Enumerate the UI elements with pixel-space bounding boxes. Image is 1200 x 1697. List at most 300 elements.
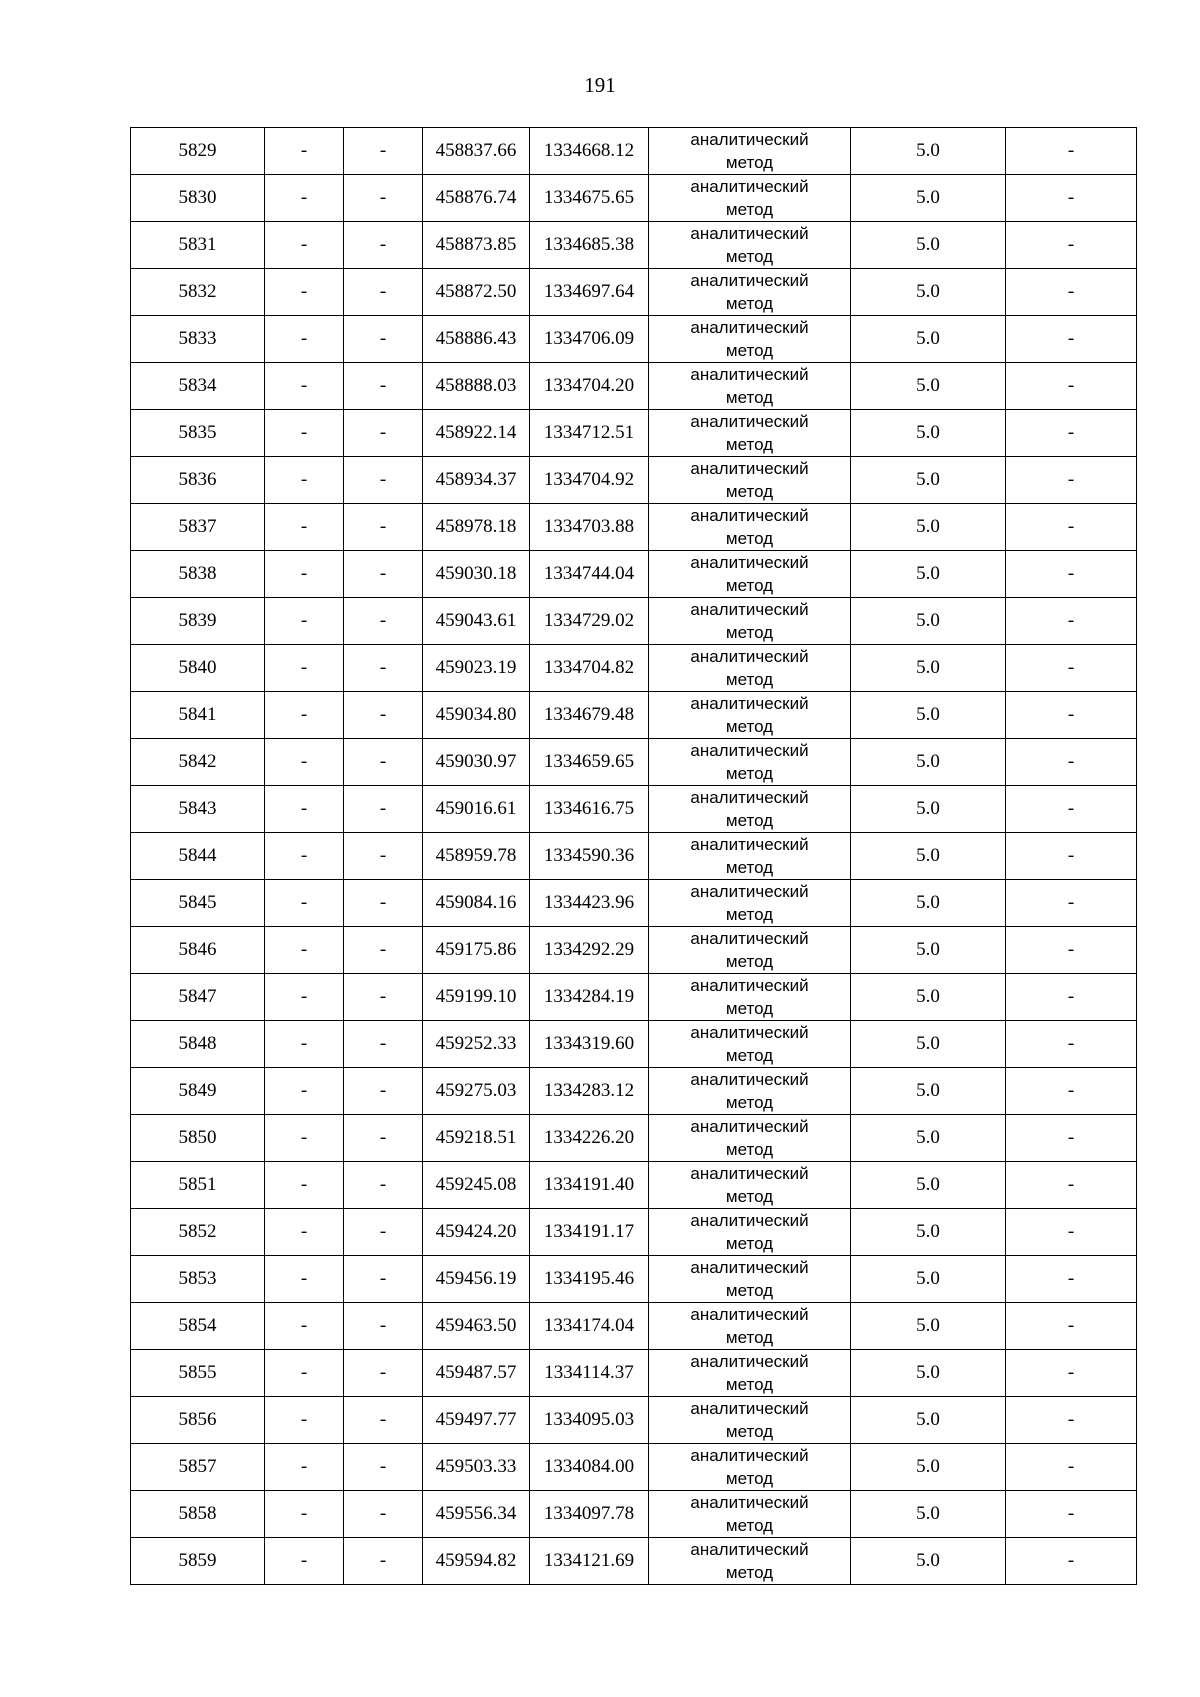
- method-text-line-2: метод: [725, 1516, 774, 1535]
- precision-cell: 5.0: [851, 598, 1006, 645]
- y-coordinate-cell: 1334704.82: [530, 645, 649, 692]
- table-row: [131, 692, 1137, 739]
- method-cell: [649, 974, 851, 1021]
- empty-dash-cell: -: [344, 786, 423, 833]
- method-text-line-2: метод: [725, 1422, 774, 1441]
- table-row: [131, 363, 1137, 410]
- method-text-line-1: аналитический: [690, 600, 809, 619]
- note-cell: -: [1006, 927, 1137, 974]
- table-row: [131, 1115, 1137, 1162]
- empty-dash-cell: -: [265, 457, 344, 504]
- empty-dash-cell: -: [265, 1021, 344, 1068]
- precision-cell: 5.0: [851, 175, 1006, 222]
- empty-dash-cell: -: [265, 1303, 344, 1350]
- x-coordinate-cell: 459175.86: [423, 927, 530, 974]
- x-coordinate-cell: 459218.51: [423, 1115, 530, 1162]
- empty-dash-cell: -: [265, 1397, 344, 1444]
- y-coordinate-cell: 1334226.20: [530, 1115, 649, 1162]
- method-text-line-2: метод: [725, 764, 774, 783]
- point-number-cell: 5841: [131, 692, 265, 739]
- table-row: [131, 410, 1137, 457]
- point-number-cell: 5830: [131, 175, 265, 222]
- note-cell: -: [1006, 1303, 1137, 1350]
- y-coordinate-cell: 1334685.38: [530, 222, 649, 269]
- table-row: [131, 645, 1137, 692]
- method-text-line-1: аналитический: [690, 553, 809, 572]
- point-number-cell: 5854: [131, 1303, 265, 1350]
- empty-dash-cell: -: [265, 269, 344, 316]
- x-coordinate-cell: 459023.19: [423, 645, 530, 692]
- x-coordinate-cell: 458888.03: [423, 363, 530, 410]
- empty-dash-cell: -: [344, 1538, 423, 1585]
- point-number-cell: 5837: [131, 504, 265, 551]
- method-cell: [649, 410, 851, 457]
- precision-cell: 5.0: [851, 833, 1006, 880]
- method-text-line-2: метод: [725, 529, 774, 548]
- method-text-line-1: аналитический: [690, 976, 809, 995]
- empty-dash-cell: -: [344, 1021, 423, 1068]
- precision-cell: 5.0: [851, 927, 1006, 974]
- empty-dash-cell: -: [344, 175, 423, 222]
- method-text-line-1: аналитический: [690, 1446, 809, 1465]
- method-cell: [649, 269, 851, 316]
- method-text-line-1: аналитический: [690, 1352, 809, 1371]
- point-number-cell: 5859: [131, 1538, 265, 1585]
- point-number-cell: 5839: [131, 598, 265, 645]
- y-coordinate-cell: 1334744.04: [530, 551, 649, 598]
- method-cell: [649, 457, 851, 504]
- precision-cell: 5.0: [851, 128, 1006, 175]
- method-text-line-1: аналитический: [690, 130, 809, 149]
- precision-cell: 5.0: [851, 457, 1006, 504]
- y-coordinate-cell: 1334319.60: [530, 1021, 649, 1068]
- method-text-line-1: аналитический: [690, 1305, 809, 1324]
- table-row: [131, 974, 1137, 1021]
- method-text-line-2: метод: [725, 1375, 774, 1394]
- table-row: [131, 739, 1137, 786]
- precision-cell: 5.0: [851, 1068, 1006, 1115]
- note-cell: -: [1006, 692, 1137, 739]
- y-coordinate-cell: 1334712.51: [530, 410, 649, 457]
- empty-dash-cell: -: [344, 1209, 423, 1256]
- x-coordinate-cell: 459199.10: [423, 974, 530, 1021]
- table-row: [131, 457, 1137, 504]
- table-row: [131, 1209, 1137, 1256]
- point-number-cell: 5843: [131, 786, 265, 833]
- method-text-line-1: аналитический: [690, 1399, 809, 1418]
- y-coordinate-cell: 1334679.48: [530, 692, 649, 739]
- method-text-line-2: метод: [725, 200, 774, 219]
- table-row: [131, 1444, 1137, 1491]
- x-coordinate-cell: 459424.20: [423, 1209, 530, 1256]
- empty-dash-cell: -: [265, 1068, 344, 1115]
- note-cell: -: [1006, 1538, 1137, 1585]
- x-coordinate-cell: 459556.34: [423, 1491, 530, 1538]
- empty-dash-cell: -: [344, 410, 423, 457]
- table-row: [131, 598, 1137, 645]
- method-text-line-2: метод: [725, 952, 774, 971]
- method-cell: [649, 222, 851, 269]
- empty-dash-cell: -: [265, 1444, 344, 1491]
- empty-dash-cell: -: [344, 1162, 423, 1209]
- method-text-line-1: аналитический: [690, 1493, 809, 1512]
- x-coordinate-cell: 458876.74: [423, 175, 530, 222]
- method-cell: [649, 1350, 851, 1397]
- precision-cell: 5.0: [851, 1350, 1006, 1397]
- method-text-line-2: метод: [725, 294, 774, 313]
- table-body: [131, 128, 1137, 1585]
- table-row: [131, 1303, 1137, 1350]
- precision-cell: 5.0: [851, 1538, 1006, 1585]
- precision-cell: 5.0: [851, 410, 1006, 457]
- x-coordinate-cell: 459503.33: [423, 1444, 530, 1491]
- y-coordinate-cell: 1334704.20: [530, 363, 649, 410]
- point-number-cell: 5840: [131, 645, 265, 692]
- method-cell: [649, 1209, 851, 1256]
- precision-cell: 5.0: [851, 974, 1006, 1021]
- method-cell: [649, 504, 851, 551]
- empty-dash-cell: -: [265, 504, 344, 551]
- y-coordinate-cell: 1334191.40: [530, 1162, 649, 1209]
- empty-dash-cell: -: [265, 175, 344, 222]
- method-cell: [649, 316, 851, 363]
- table-row: [131, 551, 1137, 598]
- x-coordinate-cell: 459034.80: [423, 692, 530, 739]
- empty-dash-cell: -: [344, 222, 423, 269]
- empty-dash-cell: -: [265, 786, 344, 833]
- empty-dash-cell: -: [265, 363, 344, 410]
- y-coordinate-cell: 1334084.00: [530, 1444, 649, 1491]
- table-row: [131, 504, 1137, 551]
- note-cell: -: [1006, 1491, 1137, 1538]
- empty-dash-cell: -: [344, 457, 423, 504]
- table-row: [131, 786, 1137, 833]
- x-coordinate-cell: 459275.03: [423, 1068, 530, 1115]
- method-text-line-1: аналитический: [690, 929, 809, 948]
- empty-dash-cell: -: [265, 222, 344, 269]
- empty-dash-cell: -: [344, 1444, 423, 1491]
- table-row: [131, 1256, 1137, 1303]
- precision-cell: 5.0: [851, 1209, 1006, 1256]
- method-text-line-1: аналитический: [690, 1117, 809, 1136]
- method-text-line-2: метод: [725, 482, 774, 501]
- y-coordinate-cell: 1334729.02: [530, 598, 649, 645]
- empty-dash-cell: -: [344, 1256, 423, 1303]
- empty-dash-cell: -: [265, 1350, 344, 1397]
- point-number-cell: 5835: [131, 410, 265, 457]
- empty-dash-cell: -: [344, 692, 423, 739]
- x-coordinate-cell: 458922.14: [423, 410, 530, 457]
- empty-dash-cell: -: [344, 1303, 423, 1350]
- point-number-cell: 5834: [131, 363, 265, 410]
- x-coordinate-cell: 458837.66: [423, 128, 530, 175]
- empty-dash-cell: -: [344, 645, 423, 692]
- method-text-line-1: аналитический: [690, 741, 809, 760]
- precision-cell: 5.0: [851, 1162, 1006, 1209]
- y-coordinate-cell: 1334616.75: [530, 786, 649, 833]
- note-cell: -: [1006, 786, 1137, 833]
- point-number-cell: 5842: [131, 739, 265, 786]
- method-text-line-1: аналитический: [690, 694, 809, 713]
- method-text-line-2: метод: [725, 1234, 774, 1253]
- note-cell: -: [1006, 222, 1137, 269]
- x-coordinate-cell: 458934.37: [423, 457, 530, 504]
- method-text-line-1: аналитический: [690, 271, 809, 290]
- y-coordinate-cell: 1334114.37: [530, 1350, 649, 1397]
- note-cell: -: [1006, 1209, 1137, 1256]
- method-text-line-1: аналитический: [690, 506, 809, 525]
- precision-cell: 5.0: [851, 1444, 1006, 1491]
- y-coordinate-cell: 1334097.78: [530, 1491, 649, 1538]
- method-cell: [649, 1444, 851, 1491]
- empty-dash-cell: -: [344, 128, 423, 175]
- table-row: [131, 1162, 1137, 1209]
- method-cell: [649, 1491, 851, 1538]
- point-number-cell: 5831: [131, 222, 265, 269]
- method-cell: [649, 1162, 851, 1209]
- method-text-line-2: метод: [725, 388, 774, 407]
- note-cell: -: [1006, 269, 1137, 316]
- note-cell: -: [1006, 974, 1137, 1021]
- table-row: [131, 1538, 1137, 1585]
- table-row: [131, 1350, 1137, 1397]
- method-text-line-1: аналитический: [690, 318, 809, 337]
- method-text-line-2: метод: [725, 670, 774, 689]
- method-cell: [649, 1068, 851, 1115]
- table-row: [131, 927, 1137, 974]
- point-number-cell: 5838: [131, 551, 265, 598]
- method-cell: [649, 128, 851, 175]
- x-coordinate-cell: 458978.18: [423, 504, 530, 551]
- x-coordinate-cell: 459030.97: [423, 739, 530, 786]
- x-coordinate-cell: 459245.08: [423, 1162, 530, 1209]
- method-text-line-2: метод: [725, 905, 774, 924]
- precision-cell: 5.0: [851, 363, 1006, 410]
- note-cell: -: [1006, 1444, 1137, 1491]
- point-number-cell: 5857: [131, 1444, 265, 1491]
- x-coordinate-cell: 459487.57: [423, 1350, 530, 1397]
- empty-dash-cell: -: [344, 739, 423, 786]
- point-number-cell: 5847: [131, 974, 265, 1021]
- y-coordinate-cell: 1334659.65: [530, 739, 649, 786]
- empty-dash-cell: -: [265, 1491, 344, 1538]
- x-coordinate-cell: 459016.61: [423, 786, 530, 833]
- method-cell: [649, 739, 851, 786]
- y-coordinate-cell: 1334668.12: [530, 128, 649, 175]
- x-coordinate-cell: 458872.50: [423, 269, 530, 316]
- empty-dash-cell: -: [344, 927, 423, 974]
- method-cell: [649, 692, 851, 739]
- x-coordinate-cell: 459456.19: [423, 1256, 530, 1303]
- method-text-line-2: метод: [725, 811, 774, 830]
- empty-dash-cell: -: [265, 551, 344, 598]
- y-coordinate-cell: 1334195.46: [530, 1256, 649, 1303]
- note-cell: -: [1006, 363, 1137, 410]
- note-cell: -: [1006, 739, 1137, 786]
- y-coordinate-cell: 1334703.88: [530, 504, 649, 551]
- method-text-line-2: метод: [725, 1328, 774, 1347]
- y-coordinate-cell: 1334697.64: [530, 269, 649, 316]
- empty-dash-cell: -: [265, 880, 344, 927]
- empty-dash-cell: -: [344, 598, 423, 645]
- point-number-cell: 5850: [131, 1115, 265, 1162]
- method-cell: [649, 786, 851, 833]
- method-cell: [649, 1538, 851, 1585]
- point-number-cell: 5829: [131, 128, 265, 175]
- method-cell: [649, 1397, 851, 1444]
- y-coordinate-cell: 1334191.17: [530, 1209, 649, 1256]
- precision-cell: 5.0: [851, 786, 1006, 833]
- method-text-line-2: метод: [725, 858, 774, 877]
- method-cell: [649, 645, 851, 692]
- point-number-cell: 5845: [131, 880, 265, 927]
- method-cell: [649, 927, 851, 974]
- note-cell: -: [1006, 598, 1137, 645]
- y-coordinate-cell: 1334590.36: [530, 833, 649, 880]
- precision-cell: 5.0: [851, 1021, 1006, 1068]
- empty-dash-cell: -: [265, 927, 344, 974]
- empty-dash-cell: -: [344, 1350, 423, 1397]
- note-cell: -: [1006, 316, 1137, 363]
- point-number-cell: 5856: [131, 1397, 265, 1444]
- table-row: [131, 1491, 1137, 1538]
- method-text-line-1: аналитический: [690, 1070, 809, 1089]
- precision-cell: 5.0: [851, 739, 1006, 786]
- x-coordinate-cell: 459252.33: [423, 1021, 530, 1068]
- x-coordinate-cell: 458886.43: [423, 316, 530, 363]
- y-coordinate-cell: 1334283.12: [530, 1068, 649, 1115]
- note-cell: -: [1006, 128, 1137, 175]
- point-number-cell: 5852: [131, 1209, 265, 1256]
- note-cell: -: [1006, 1397, 1137, 1444]
- note-cell: -: [1006, 1162, 1137, 1209]
- point-number-cell: 5844: [131, 833, 265, 880]
- x-coordinate-cell: 459043.61: [423, 598, 530, 645]
- empty-dash-cell: -: [265, 974, 344, 1021]
- note-cell: -: [1006, 410, 1137, 457]
- method-text-line-1: аналитический: [690, 1258, 809, 1277]
- point-number-cell: 5853: [131, 1256, 265, 1303]
- empty-dash-cell: -: [265, 410, 344, 457]
- precision-cell: 5.0: [851, 1115, 1006, 1162]
- empty-dash-cell: -: [265, 316, 344, 363]
- empty-dash-cell: -: [344, 974, 423, 1021]
- table-row: [131, 1021, 1137, 1068]
- method-text-line-1: аналитический: [690, 224, 809, 243]
- point-number-cell: 5833: [131, 316, 265, 363]
- table-row: [131, 222, 1137, 269]
- method-text-line-2: метод: [725, 341, 774, 360]
- precision-cell: 5.0: [851, 1303, 1006, 1350]
- x-coordinate-cell: 459030.18: [423, 551, 530, 598]
- point-number-cell: 5846: [131, 927, 265, 974]
- note-cell: -: [1006, 833, 1137, 880]
- method-text-line-1: аналитический: [690, 835, 809, 854]
- y-coordinate-cell: 1334423.96: [530, 880, 649, 927]
- y-coordinate-cell: 1334174.04: [530, 1303, 649, 1350]
- empty-dash-cell: -: [265, 1209, 344, 1256]
- empty-dash-cell: -: [265, 692, 344, 739]
- precision-cell: 5.0: [851, 880, 1006, 927]
- method-text-line-1: аналитический: [690, 1023, 809, 1042]
- table-row: [131, 316, 1137, 363]
- method-text-line-2: метод: [725, 1046, 774, 1065]
- method-text-line-1: аналитический: [690, 177, 809, 196]
- empty-dash-cell: -: [265, 1162, 344, 1209]
- point-number-cell: 5848: [131, 1021, 265, 1068]
- precision-cell: 5.0: [851, 1256, 1006, 1303]
- x-coordinate-cell: 458873.85: [423, 222, 530, 269]
- method-text-line-1: аналитический: [690, 412, 809, 431]
- note-cell: -: [1006, 551, 1137, 598]
- x-coordinate-cell: 458959.78: [423, 833, 530, 880]
- y-coordinate-cell: 1334121.69: [530, 1538, 649, 1585]
- table-row: [131, 1397, 1137, 1444]
- precision-cell: 5.0: [851, 222, 1006, 269]
- method-text-line-1: аналитический: [690, 1211, 809, 1230]
- table-row: [131, 833, 1137, 880]
- note-cell: -: [1006, 880, 1137, 927]
- method-cell: [649, 833, 851, 880]
- empty-dash-cell: -: [344, 1397, 423, 1444]
- method-text-line-2: метод: [725, 435, 774, 454]
- method-text-line-2: метод: [725, 247, 774, 266]
- empty-dash-cell: -: [344, 1115, 423, 1162]
- empty-dash-cell: -: [344, 1491, 423, 1538]
- precision-cell: 5.0: [851, 645, 1006, 692]
- point-number-cell: 5849: [131, 1068, 265, 1115]
- empty-dash-cell: -: [265, 1115, 344, 1162]
- method-text-line-1: аналитический: [690, 882, 809, 901]
- precision-cell: 5.0: [851, 1397, 1006, 1444]
- note-cell: -: [1006, 1350, 1137, 1397]
- note-cell: -: [1006, 1115, 1137, 1162]
- method-text-line-2: метод: [725, 1563, 774, 1582]
- method-text-line-2: метод: [725, 1187, 774, 1206]
- y-coordinate-cell: 1334706.09: [530, 316, 649, 363]
- y-coordinate-cell: 1334704.92: [530, 457, 649, 504]
- method-text-line-1: аналитический: [690, 459, 809, 478]
- method-cell: [649, 551, 851, 598]
- x-coordinate-cell: 459497.77: [423, 1397, 530, 1444]
- table-row: [131, 1068, 1137, 1115]
- note-cell: -: [1006, 504, 1137, 551]
- method-text-line-2: метод: [725, 153, 774, 172]
- method-text-line-2: метод: [725, 717, 774, 736]
- method-text-line-1: аналитический: [690, 647, 809, 666]
- point-number-cell: 5858: [131, 1491, 265, 1538]
- table-row: [131, 269, 1137, 316]
- empty-dash-cell: -: [265, 645, 344, 692]
- method-cell: [649, 175, 851, 222]
- method-cell: [649, 1115, 851, 1162]
- note-cell: -: [1006, 175, 1137, 222]
- method-text-line-2: метод: [725, 1140, 774, 1159]
- precision-cell: 5.0: [851, 551, 1006, 598]
- method-text-line-2: метод: [725, 623, 774, 642]
- note-cell: -: [1006, 1021, 1137, 1068]
- y-coordinate-cell: 1334675.65: [530, 175, 649, 222]
- empty-dash-cell: -: [344, 504, 423, 551]
- table-row: [131, 128, 1137, 175]
- empty-dash-cell: -: [344, 1068, 423, 1115]
- method-text-line-1: аналитический: [690, 1164, 809, 1183]
- precision-cell: 5.0: [851, 692, 1006, 739]
- empty-dash-cell: -: [265, 128, 344, 175]
- precision-cell: 5.0: [851, 269, 1006, 316]
- empty-dash-cell: -: [265, 598, 344, 645]
- precision-cell: 5.0: [851, 316, 1006, 363]
